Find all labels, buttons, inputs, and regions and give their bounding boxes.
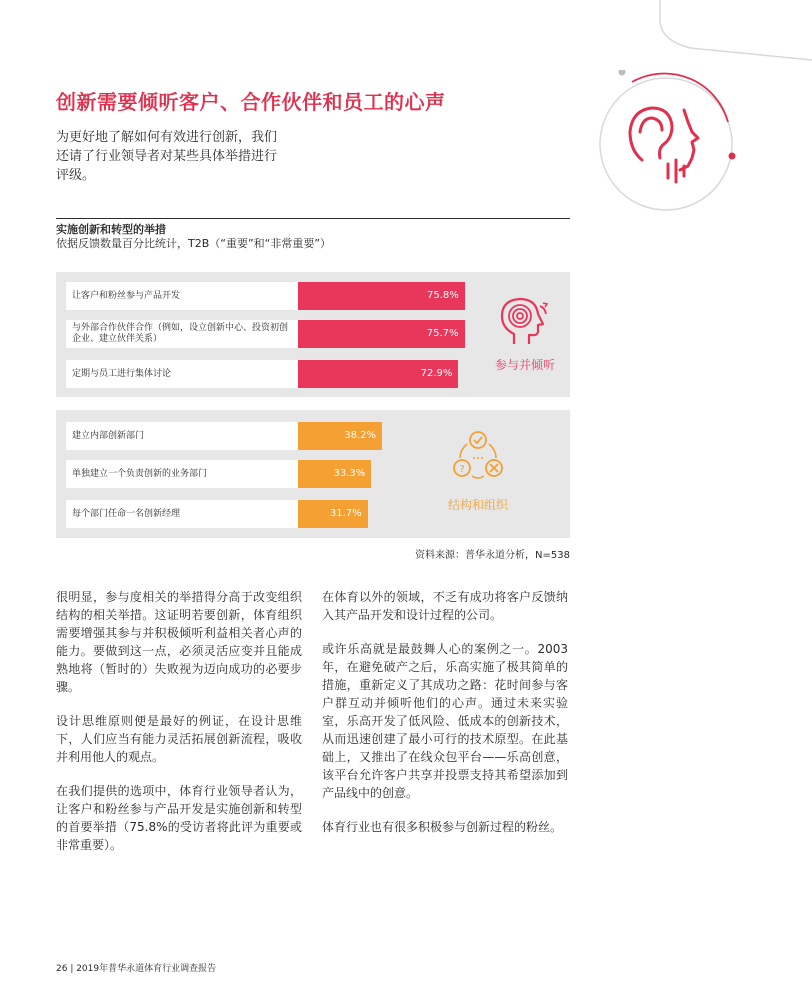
bar-label: 让客户和粉丝参与产品开发 bbox=[66, 282, 298, 310]
page-footer: 26 | 2019年普华永道体育行业调查报告 bbox=[56, 964, 217, 974]
chart-panel-engage bbox=[56, 272, 570, 397]
chart-subtitle: 依据反馈数量百分比统计，T2B（“重要”和“非常重要”） bbox=[56, 237, 332, 250]
bar-value-label: 38.2% bbox=[344, 430, 376, 441]
paragraph: 在我们提供的选项中，体育行业领导者认为，让客户和粉丝参与产品开发是实施创新和转型的首要举措（75.8%的受访者将此评为重要或非常重要）。 bbox=[56, 784, 302, 852]
paragraph: 或许乐高就是最鼓舞人心的案例之一。2003年，在避免破产之后，乐高实施了极其简单的措施，重新定义了其成功之路：花时间参与客户群互动并倾听他们的心声。通过未来实验室，乐高开发了低风险、低成本的创新技术，从而迅速创建了最小可行的技术原型。在此基础上，又推出了在线众包平台——乐高创意，该平台允许客户共享并投票支持其希望添加到产品线中的创意。 bbox=[322, 642, 568, 800]
bar-value-label: 33.3% bbox=[333, 468, 366, 479]
paragraph: 在体育以外的领域，不乏有成功将客户反馈纳入其产品开发和设计过程的公司。 bbox=[322, 590, 568, 622]
process-cycle-icon bbox=[450, 428, 506, 484]
paragraph: 体育行业也有很多积极参与创新过程的粉丝。 bbox=[322, 820, 563, 834]
bar-label: 单独建立一个负责创新的业务部门 bbox=[66, 460, 298, 488]
paragraph: 很明显，参与度相关的举措得分高于改变组织结构的相关举措。这证明若要创新，体育组织需要增强其参与并积极倾听利益相关者心声的能力。要做到这一点，必须灵活应变并且能成熟地将（暂时的）失败视为迈向成功的必要步骤。 bbox=[56, 590, 302, 694]
listening-ear-icon bbox=[592, 70, 740, 218]
head-spiral-icon bbox=[496, 294, 550, 348]
intro-paragraph: 为更好地了解如何有效进行创新，我们还请了行业领导者对某些具体举措进行评级。 bbox=[56, 130, 278, 183]
chart-header bbox=[56, 218, 570, 251]
group-label-structure: 结构和组织 bbox=[447, 498, 508, 512]
bar-label: 建立内部创新部门 bbox=[66, 422, 298, 450]
svg-text:?: ? bbox=[459, 464, 465, 475]
chart-panel-structure bbox=[56, 410, 570, 538]
text-column-right bbox=[322, 588, 568, 852]
bar-label: 每个部门任命一名创新经理 bbox=[66, 500, 298, 528]
source-note: 资料来源：普华永道分析，N=538 bbox=[415, 550, 570, 561]
page-title: 创新需要倾听客户、合作伙伴和员工的心声 bbox=[56, 90, 446, 114]
bar-value-label: 75.7% bbox=[426, 328, 459, 339]
text-column-left bbox=[56, 588, 302, 870]
bar-value-label: 31.7% bbox=[329, 508, 362, 519]
group-label-engage: 参与并倾听 bbox=[494, 358, 555, 372]
bar-label: 与外部合作伙伴合作（例如，设立创新中心、投资初创企业、建立伙伴关系） bbox=[66, 320, 298, 348]
paragraph: 设计思维原则便是最好的例证，在设计思维下，人们应当有能力灵活拓展创新流程，吸收并利用他人的观点。 bbox=[56, 714, 302, 764]
bar-value-label: 75.8% bbox=[427, 290, 459, 301]
chart-title: 实施创新和转型的举措 bbox=[56, 223, 166, 236]
bar-label: 定期与员工进行集体讨论 bbox=[66, 360, 298, 388]
bar-value-label: 72.9% bbox=[420, 368, 453, 379]
